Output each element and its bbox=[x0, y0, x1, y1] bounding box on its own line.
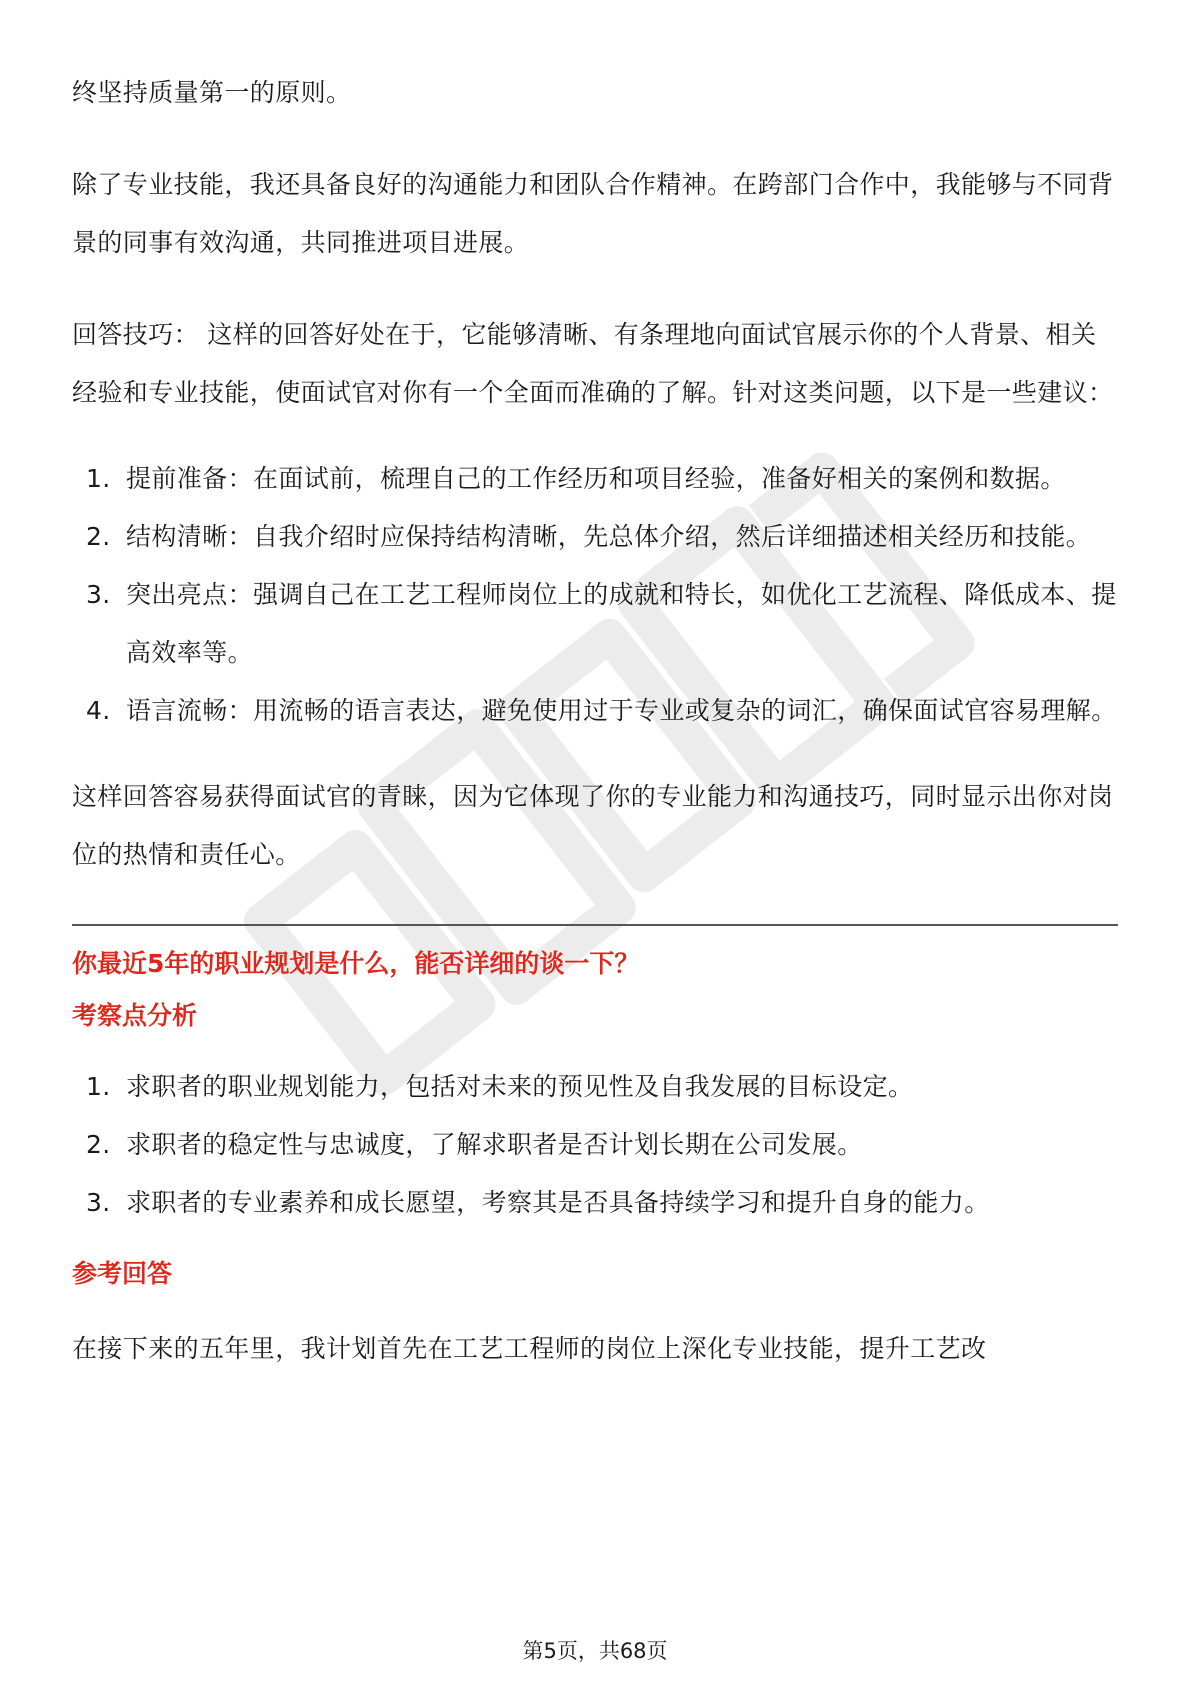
paragraph-closing: 这样回答容易获得面试官的青睐，因为它体现了你的专业能力和沟通技巧，同时显示出你对岗位的热情和责任心。 bbox=[72, 782, 1114, 869]
list-item: 2. 求职者的稳定性与忠诚度，了解求职者是否计划长期在公司发展。 bbox=[86, 1130, 863, 1159]
analysis-heading: 考察点分析 bbox=[72, 1001, 198, 1030]
page-content bbox=[72, 64, 1118, 1378]
answer-heading: 参考回答 bbox=[72, 1259, 173, 1288]
page-number: 第5页，共68页 bbox=[522, 1639, 668, 1663]
paragraph-communication: 除了专业技能，我还具备良好的沟通能力和团队合作精神。在跨部门合作中，我能够与不同背景的同事有效沟通，共同推进项目进展。 bbox=[72, 170, 1114, 257]
list-item: 4. 语言流畅：用流畅的语言表达，避免使用过于专业或复杂的词汇，确保面试官容易理解。 bbox=[86, 696, 1117, 725]
paragraph-answer-tips: 回答技巧： 这样的回答好处在于，它能够清晰、有条理地向面试官展示你的个人背景、相关经验和专业技能，使面试官对你有一个全面而准确的了解。针对这类问题，以下是一些建议： bbox=[72, 320, 1114, 407]
list-item: 1. 提前准备：在面试前，梳理自己的工作经历和项目经验，准备好相关的案例和数据。 bbox=[86, 464, 1066, 493]
tips-list bbox=[72, 450, 1118, 740]
list-item: 3. 求职者的专业素养和成长愿望，考察其是否具备持续学习和提升自身的能力。 bbox=[86, 1188, 990, 1217]
paragraph-answer: 在接下来的五年里，我计划首先在工艺工程师的岗位上深化专业技能，提升工艺改 bbox=[72, 1334, 987, 1363]
analysis-list bbox=[72, 1058, 1118, 1232]
question-heading: 你最近5年的职业规划是什么，能否详细的谈一下？ bbox=[72, 949, 640, 978]
list-item: 1. 求职者的职业规划能力，包括对未来的预见性及自我发展的目标设定。 bbox=[86, 1072, 914, 1101]
list-item: 3. 突出亮点：强调自己在工艺工程师岗位上的成就和特长，如优化工艺流程、降低成本、提高效率等。 bbox=[86, 580, 1117, 667]
list-item: 2. 结构清晰：自我介绍时应保持结构清晰，先总体介绍，然后详细描述相关经历和技能。 bbox=[86, 522, 1092, 551]
paragraph-continuation: 终坚持质量第一的原则。 bbox=[72, 78, 352, 107]
